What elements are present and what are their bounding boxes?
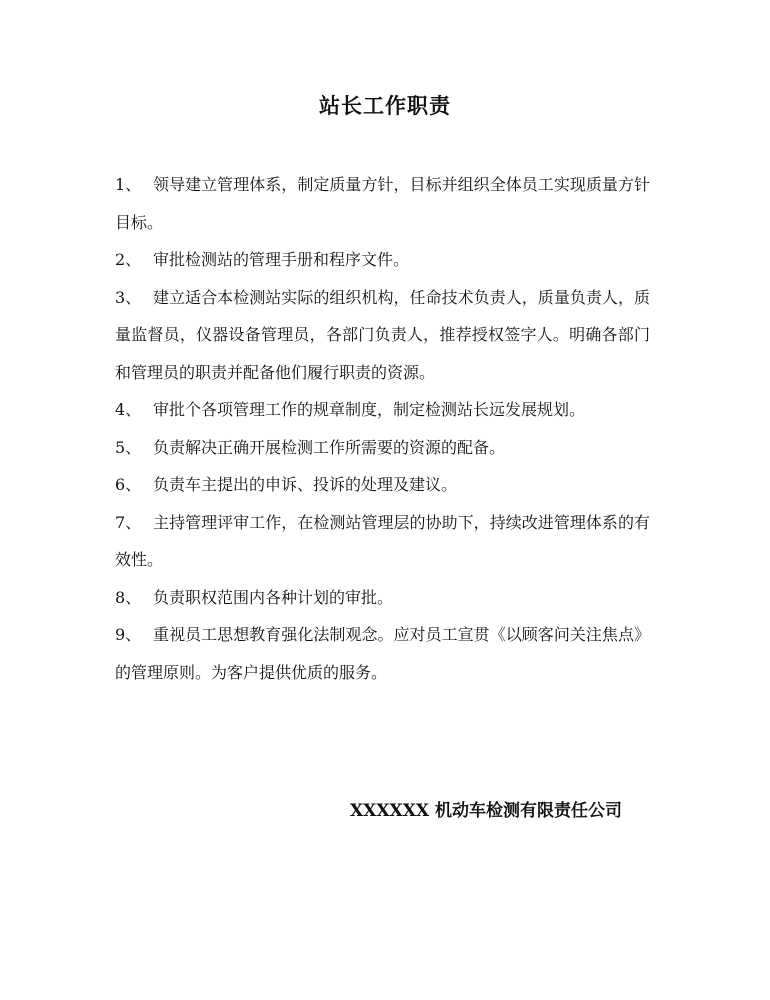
item-number: 9、 bbox=[115, 625, 142, 644]
item-text: 审批检测站的管理手册和程序文件。 bbox=[153, 250, 410, 269]
item-text: 负责职权范围内各种计划的审批。 bbox=[153, 587, 394, 607]
item-text: 领导建立管理体系，制定质量方针，目标并组织全体员工实现质量方针目标。 bbox=[115, 175, 650, 232]
duty-item-7 bbox=[115, 504, 650, 579]
item-number: 3、 bbox=[115, 287, 142, 307]
item-number: 8、 bbox=[115, 587, 142, 607]
item-text: 审批个各项管理工作的规章制度，制定检测站长远发展规划。 bbox=[153, 400, 586, 419]
item-number: 2、 bbox=[115, 250, 142, 269]
document-title: 站长工作职责 bbox=[319, 93, 451, 118]
item-text: 负责车主提出的申诉、投诉的处理及建议。 bbox=[153, 475, 458, 494]
duty-list bbox=[115, 166, 650, 691]
duty-item-3 bbox=[115, 279, 650, 392]
duty-item-8 bbox=[115, 579, 650, 617]
item-number: 1、 bbox=[115, 175, 142, 194]
duty-item-9 bbox=[115, 616, 650, 691]
duty-item-4 bbox=[115, 391, 650, 429]
duty-item-6 bbox=[115, 466, 650, 504]
item-number: 5、 bbox=[115, 437, 142, 457]
item-number: 4、 bbox=[115, 400, 142, 419]
duty-item-5 bbox=[115, 429, 650, 467]
company-signature: XXXXXX 机动车检测有限责任公司 bbox=[349, 801, 622, 821]
item-text: 负责解决正确开展检测工作所需要的资源的配备。 bbox=[153, 437, 506, 457]
item-number: 6、 bbox=[115, 475, 142, 494]
item-text: 重视员工思想教育强化法制观念。应对员工宣贯《以顾客问关注焦点》的管理原则。为客户提供优质的服务。 bbox=[115, 625, 650, 682]
duty-item-2 bbox=[115, 241, 650, 279]
item-number: 7、 bbox=[115, 512, 142, 532]
duty-item-1 bbox=[115, 166, 650, 241]
item-text: 建立适合本检测站实际的组织机构，任命技术负责人，质量负责人，质量监督员，仪器设备管理员，各部门负责人，推荐授权签字人。明确各部门和管理员的职责并配备他们履行职责的资源。 bbox=[115, 287, 650, 382]
item-text: 主持管理评审工作，在检测站管理层的协助下，持续改进管理体系的有效性。 bbox=[115, 512, 650, 569]
